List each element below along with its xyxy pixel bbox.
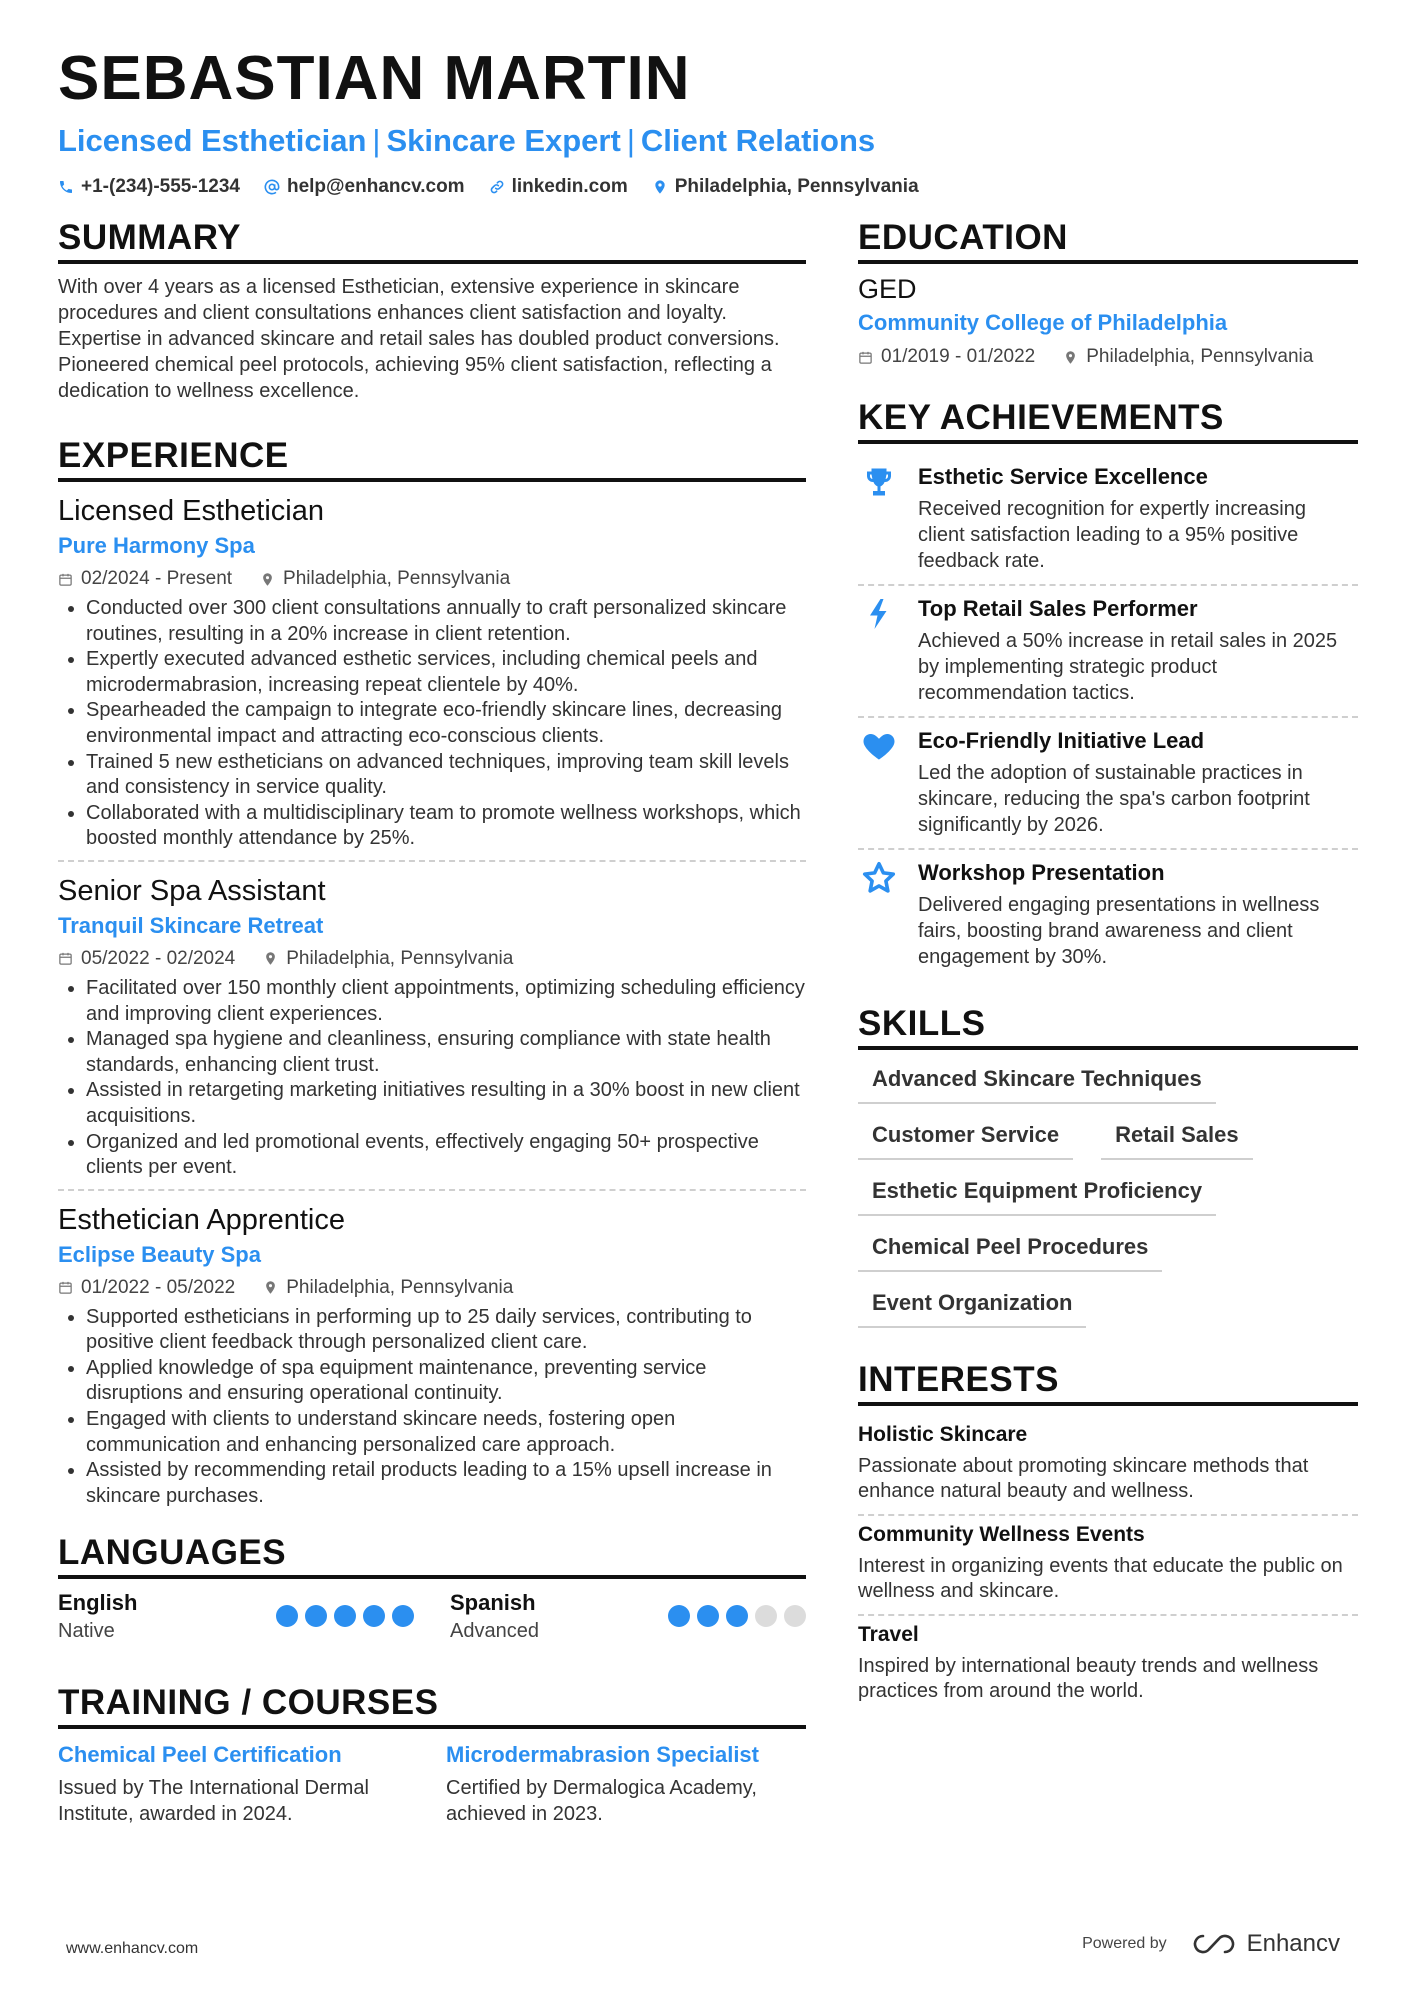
- achievement-item: [858, 718, 1358, 850]
- achievement-title: Eco-Friendly Initiative Lead: [918, 728, 1205, 753]
- email-text: help@enhancv.com: [286, 176, 465, 197]
- job-bullet: • Trained 5 new estheticians on advanced techniques, improving team skill levels and consistency in service quality.: [86, 750, 806, 801]
- skill-tag: Chemical Peel Procedures: [858, 1232, 1162, 1272]
- job-bullet: • Managed spa hygiene and cleanliness, ensuring compliance with state health standards, enhancing client trust.: [86, 1027, 806, 1078]
- phone-text: +1-(234)-555-1234: [81, 176, 240, 197]
- job-location: [263, 944, 513, 974]
- location-pin-icon: [263, 951, 278, 966]
- achievement-title: Workshop Presentation: [918, 860, 1165, 885]
- skill-tag: Esthetic Equipment Proficiency: [858, 1176, 1216, 1216]
- education-heading: EDUCATION: [858, 216, 1358, 264]
- headline-separator: |: [372, 123, 381, 158]
- location-text: Philadelphia, Pennsylvania: [674, 176, 919, 197]
- language-level: Native: [58, 1620, 115, 1643]
- contact-linkedin[interactable]: [489, 176, 628, 198]
- experience-list: [58, 492, 806, 1517]
- job-location-text: Philadelphia, Pennsylvania: [286, 1276, 514, 1298]
- achievement-item: [858, 586, 1358, 718]
- job-dates-text: 05/2022 - 02/2024: [81, 947, 236, 969]
- course-item: [446, 1739, 806, 1827]
- language-rating: [276, 1605, 414, 1645]
- course-title: Microdermabrasion Specialist: [446, 1742, 759, 1768]
- education-dates-text: 01/2019 - 01/2022: [881, 346, 1036, 367]
- training-heading: TRAINING / COURSES: [58, 1681, 806, 1729]
- courses-list: [58, 1739, 806, 1827]
- candidate-name: SEBASTIAN MARTIN: [58, 44, 691, 113]
- enhancv-logo-icon: [1191, 1932, 1237, 1956]
- job-bullets: [58, 596, 806, 852]
- brand-name: Enhancv: [1246, 1930, 1340, 1957]
- right-column: [858, 216, 1358, 1714]
- star-icon: [861, 860, 897, 896]
- interest-title: Holistic Skincare: [858, 1423, 1028, 1446]
- job-bullet: • Organized and led promotional events, effectively engaging 50+ prospective clients per event.: [86, 1130, 806, 1181]
- job-meta: [58, 944, 806, 974]
- job-bullet: • Expertly executed advanced esthetic services, including chemical peels and microdermabrasion, increasing repeat clientele by 40%.: [86, 647, 806, 698]
- headline: [58, 120, 1358, 162]
- job-bullets: [58, 1305, 806, 1510]
- education-location-text: Philadelphia, Pennsylvania: [1086, 346, 1314, 367]
- language-name: English: [58, 1590, 138, 1616]
- course-title: Chemical Peel Certification: [58, 1742, 342, 1768]
- job-entry: [58, 1201, 806, 1518]
- skill-tag: Advanced Skincare Techniques: [858, 1064, 1216, 1104]
- education-school: Community College of Philadelphia: [858, 310, 1228, 335]
- job-role: Esthetician Apprentice: [58, 1203, 345, 1236]
- course-item: [58, 1739, 418, 1827]
- languages-list: [58, 1589, 806, 1645]
- rating-dot-empty: [755, 1605, 777, 1627]
- rating-dot-filled: [276, 1605, 298, 1627]
- job-dates: [58, 1273, 235, 1303]
- achievement-item: [858, 850, 1358, 980]
- achievement-title: Esthetic Service Excellence: [918, 464, 1208, 489]
- lightning-icon: [861, 596, 897, 632]
- job-bullet: • Engaged with clients to understand skincare needs, fostering open communication and enhancing personalized care approach.: [86, 1407, 806, 1458]
- trophy-icon: [861, 464, 897, 500]
- job-entry: [58, 872, 806, 1191]
- achievements-heading: KEY ACHIEVEMENTS: [858, 396, 1358, 444]
- rating-dot-filled: [305, 1605, 327, 1627]
- achievement-desc: Led the adoption of sustainable practices in skincare, reducing the spa's carbon footprint significantly by 2026.: [918, 762, 1310, 836]
- job-bullet: • Spearheaded the campaign to integrate eco-friendly skincare lines, decreasing environmental impact and attracting eco-conscious clients.: [86, 698, 806, 749]
- at-icon: [264, 179, 280, 195]
- job-meta: [58, 564, 806, 594]
- interest-desc: Passionate about promoting skincare methods that enhance natural beauty and wellness.: [858, 1455, 1309, 1502]
- job-meta: [58, 1273, 806, 1303]
- job-location: [260, 564, 510, 594]
- headline-separator: |: [626, 123, 635, 158]
- powered-by-label: Powered by: [1082, 1935, 1167, 1952]
- interests-list: [858, 1416, 1358, 1714]
- achievement-desc: Achieved a 50% increase in retail sales in 2025 by implementing strategic product recommendation tactics.: [918, 630, 1338, 704]
- rating-dot-filled: [392, 1605, 414, 1627]
- location-pin-icon: [260, 572, 275, 587]
- footer-branding: [1082, 1930, 1340, 1958]
- job-company: Pure Harmony Spa: [58, 533, 255, 558]
- summary-heading: SUMMARY: [58, 216, 806, 264]
- rating-dot-empty: [784, 1605, 806, 1627]
- language-item: [58, 1589, 414, 1645]
- skills-heading: SKILLS: [858, 1002, 1358, 1050]
- job-bullet: • Collaborated with a multidisciplinary team to promote wellness workshops, which boosted monthly attendance by 25%.: [86, 801, 806, 852]
- job-bullet: • Supported estheticians in performing up to 25 daily services, contributing to positive client feedback through personalized client care.: [86, 1305, 806, 1356]
- skill-tag: Retail Sales: [1101, 1120, 1253, 1160]
- location-pin-icon: [652, 179, 668, 195]
- job-role: Senior Spa Assistant: [58, 874, 326, 907]
- job-bullet: • Applied knowledge of spa equipment maintenance, preventing service disruptions and ensuring operational continuity.: [86, 1356, 806, 1407]
- interest-item: [858, 1516, 1358, 1616]
- job-location: [263, 1273, 513, 1303]
- job-bullet: • Conducted over 300 client consultations annually to craft personalized skincare routines, resulting in a 20% increase in client retention.: [86, 596, 806, 647]
- interest-desc: Inspired by international beauty trends and wellness practices from around the world.: [858, 1655, 1319, 1702]
- job-location-text: Philadelphia, Pennsylvania: [283, 568, 511, 589]
- job-dates-text: 02/2024 - Present: [81, 568, 233, 589]
- job-bullets: [58, 976, 806, 1181]
- job-dates-text: 01/2022 - 05/2022: [81, 1276, 236, 1298]
- job-bullet: • Facilitated over 150 monthly client appointments, optimizing scheduling efficiency and improving client experiences.: [86, 976, 806, 1027]
- job-dates: [58, 564, 232, 594]
- interest-desc: Interest in organizing events that educate the public on wellness and skincare.: [858, 1555, 1343, 1602]
- job-location-text: Philadelphia, Pennsylvania: [286, 947, 514, 969]
- skill-tag: Event Organization: [858, 1288, 1086, 1328]
- phone-icon: [58, 179, 74, 195]
- contact-phone[interactable]: [58, 176, 240, 198]
- interest-title: Community Wellness Events: [858, 1523, 1145, 1546]
- course-desc: Certified by Dermalogica Academy, achieved in 2023.: [446, 1777, 757, 1826]
- job-bullet: • Assisted in retargeting marketing initiatives resulting in a 30% boost in new client acquisitions.: [86, 1078, 806, 1129]
- education-meta: [858, 342, 1358, 372]
- location-pin-icon: [1063, 350, 1078, 365]
- skills-list: [858, 1064, 1358, 1328]
- language-level: Advanced: [450, 1620, 539, 1643]
- contact-bar: [58, 176, 1358, 198]
- achievement-desc: Delivered engaging presentations in wellness fairs, boosting brand awareness and client engagement by 30%.: [918, 894, 1320, 968]
- job-company: Eclipse Beauty Spa: [58, 1241, 261, 1267]
- languages-heading: LANGUAGES: [58, 1531, 806, 1579]
- rating-dot-filled: [697, 1605, 719, 1627]
- education-dates: [858, 342, 1035, 372]
- rating-dot-filled: [363, 1605, 385, 1627]
- job-role: Licensed Esthetician: [58, 495, 324, 527]
- achievement-title: Top Retail Sales Performer: [918, 596, 1198, 621]
- resume-header: [58, 40, 1358, 198]
- achievements-list: [858, 454, 1358, 980]
- rating-dot-filled: [334, 1605, 356, 1627]
- interests-heading: INTERESTS: [858, 1358, 1358, 1406]
- interest-title: Travel: [858, 1623, 919, 1646]
- skill-tag: Customer Service: [858, 1120, 1073, 1160]
- brand-logo[interactable]: [1191, 1930, 1340, 1958]
- calendar-icon: [58, 1280, 73, 1295]
- course-desc: Issued by The International Dermal Institute, awarded in 2024.: [58, 1777, 369, 1826]
- interest-item: [858, 1616, 1358, 1714]
- rating-dot-filled: [726, 1605, 748, 1627]
- location-pin-icon: [263, 1280, 278, 1295]
- language-rating: [668, 1605, 806, 1645]
- headline-title-1: Licensed Esthetician: [58, 123, 367, 158]
- linkedin-text: linkedin.com: [511, 176, 628, 197]
- language-name: Spanish: [450, 1590, 536, 1616]
- achievement-item: [858, 454, 1358, 586]
- achievement-desc: Received recognition for expertly increasing client satisfaction leading to a 95% positive feedback rate.: [918, 498, 1306, 572]
- calendar-icon: [58, 951, 73, 966]
- headline-title-2: Skincare Expert: [386, 123, 621, 158]
- left-column: [58, 216, 806, 1827]
- rating-dot-filled: [668, 1605, 690, 1627]
- summary-text: With over 4 years as a licensed Esthetician, extensive experience in skincare procedures and client consultations enhances client satisfaction and loyalty. Expertise in advanced skincare and retail sales has doubled product conversions. Pioneered chemical peel protocols, achieving 95% client satisfaction, reflecting a dedication to wellness excellence.: [58, 276, 780, 402]
- job-company: Tranquil Skincare Retreat: [58, 912, 324, 938]
- contact-email[interactable]: [264, 176, 465, 198]
- job-entry: [58, 492, 806, 862]
- calendar-icon: [858, 350, 873, 365]
- job-dates: [58, 944, 235, 974]
- headline-title-3: Client Relations: [640, 123, 876, 158]
- contact-location: [652, 176, 919, 198]
- link-icon: [489, 179, 505, 195]
- calendar-icon: [58, 572, 73, 587]
- footer-website[interactable]: www.enhancv.com: [66, 1940, 199, 1957]
- interest-item: [858, 1416, 1358, 1516]
- experience-heading: EXPERIENCE: [58, 434, 806, 482]
- education-location: [1063, 342, 1313, 372]
- heart-icon: [861, 728, 897, 764]
- education-degree: GED: [858, 274, 917, 304]
- job-bullet: • Assisted by recommending retail products leading to a 15% upsell increase in skincare purchases.: [86, 1458, 806, 1509]
- language-item: [450, 1589, 806, 1645]
